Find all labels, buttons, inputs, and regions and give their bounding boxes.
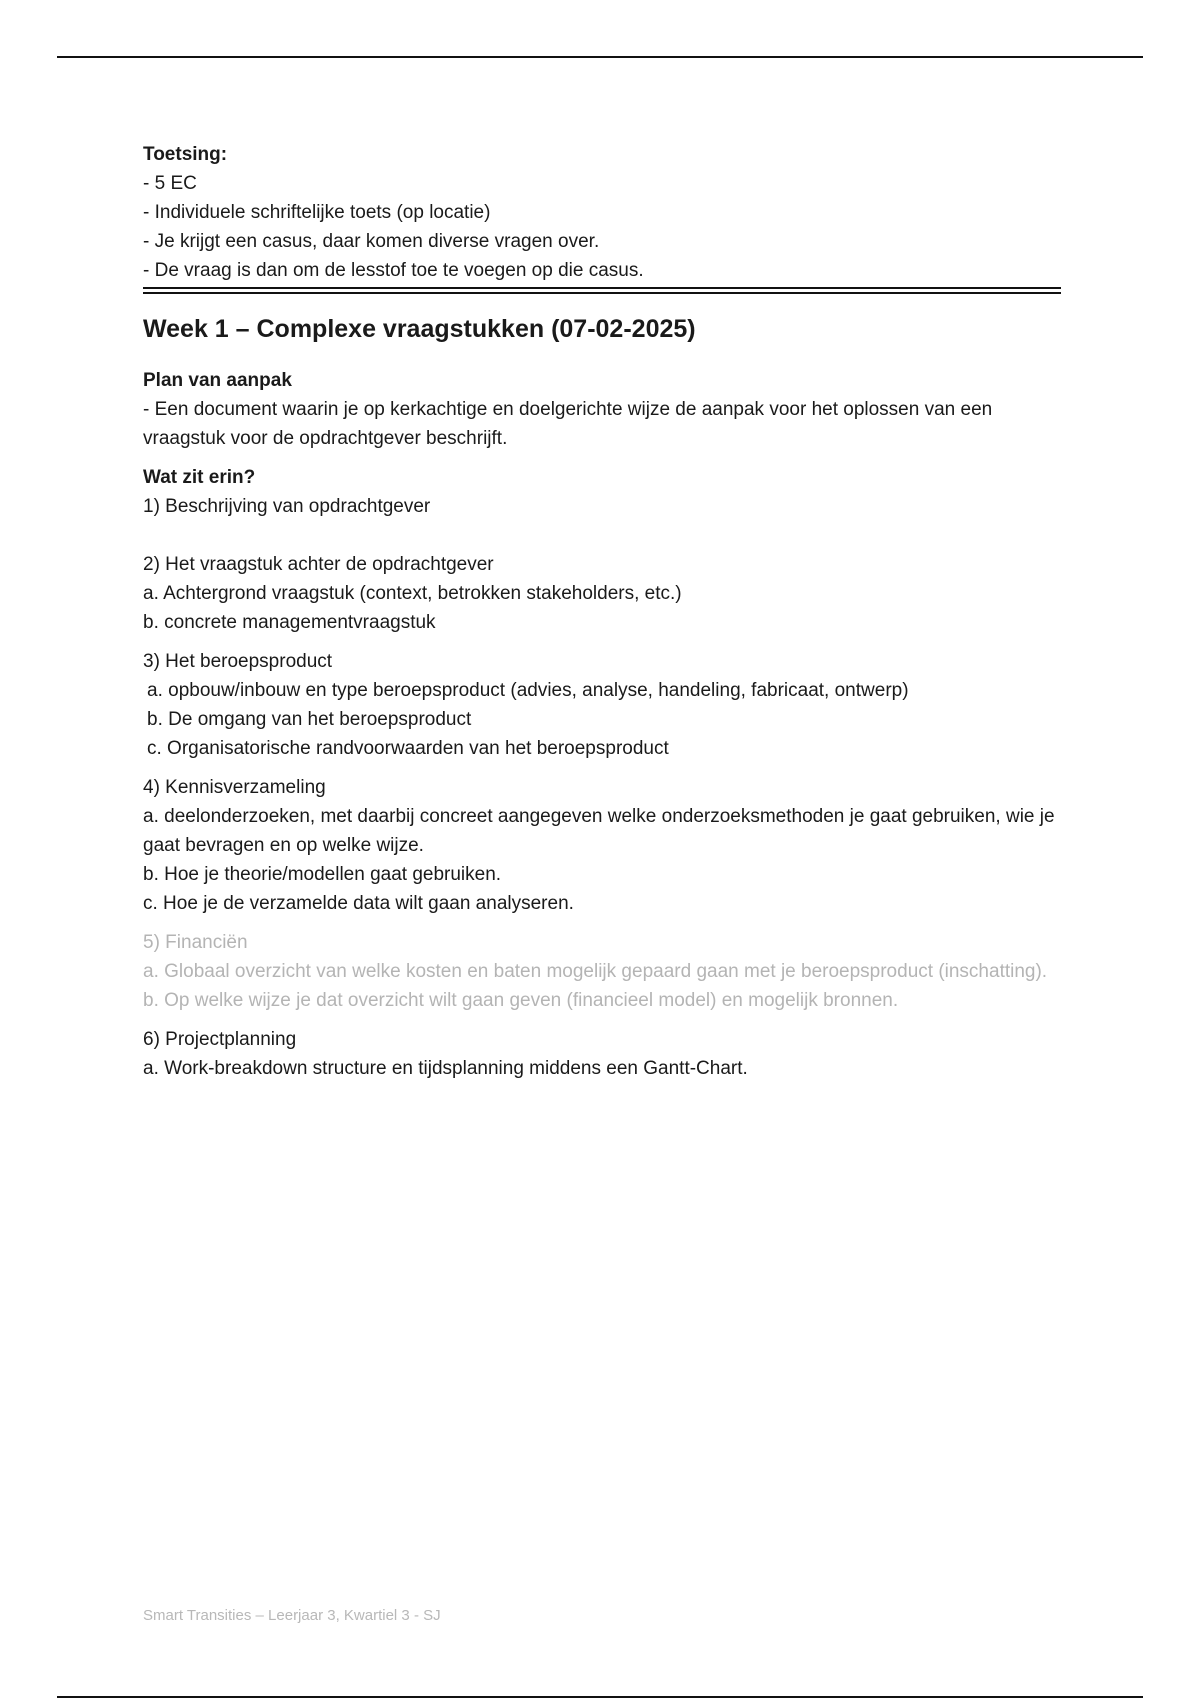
section-2 (143, 550, 1063, 637)
section-divider (143, 287, 1061, 294)
contents-section (143, 463, 1063, 1083)
list-item: b. concrete managementvraagstuk (143, 612, 436, 633)
list-item: a. Globaal overzicht van welke kosten en baten mogelijk gepaard gaan met je beroepsproduct (inschatting). (143, 961, 1048, 982)
section-6 (143, 1025, 1063, 1083)
week-title: Week 1 – Complexe vraagstukken (07-02-2025) (143, 315, 696, 343)
section-title: 6) Projectplanning (143, 1029, 297, 1050)
plan-description: - Een document waarin je op kerkachtige en doelgerichte wijze de aanpak voor het oplossen van een vraagstuk voor de opdrachtgever beschrijft. (143, 399, 993, 449)
list-item: a. opbouw/inbouw en type beroepsproduct (advies, analyse, handeling, fabricaat, ontwerp) (147, 680, 909, 701)
contents-heading: Wat zit erin? (143, 467, 256, 488)
list-item: a. Achtergrond vraagstuk (context, betrokken stakeholders, etc.) (143, 583, 682, 604)
footer-rule (57, 1696, 1143, 1698)
section-4 (143, 773, 1063, 918)
list-item: b. Op welke wijze je dat overzicht wilt gaan geven (financieel model) en mogelijk bronnen. (143, 990, 899, 1011)
section-5 (143, 928, 1063, 1015)
page-footer: Smart Transities – Leerjaar 3, Kwartiel 3 - SJ (143, 1607, 441, 1624)
section-title: 4) Kennisverzameling (143, 777, 326, 798)
section-title: 2) Het vraagstuk achter de opdrachtgever (143, 554, 494, 575)
toetsing-section (143, 140, 1063, 294)
section-3 (143, 647, 1063, 763)
document-body (143, 140, 1063, 1083)
section-title: 1) Beschrijving van opdrachtgever (143, 496, 431, 517)
list-item: b. Hoe je theorie/modellen gaat gebruiken. (143, 864, 502, 885)
list-item: b. De omgang van het beroepsproduct (147, 709, 472, 730)
list-item: c. Hoe je de verzamelde data wilt gaan analyseren. (143, 893, 574, 914)
toetsing-heading: Toetsing: (143, 144, 228, 165)
toetsing-item: - Individuele schriftelijke toets (op locatie) (143, 202, 491, 223)
list-item: a. Work-breakdown structure en tijdsplanning middens een Gantt-Chart. (143, 1058, 748, 1079)
list-item: c. Organisatorische randvoorwaarden van het beroepsproduct (147, 738, 669, 759)
toetsing-item: - Je krijgt een casus, daar komen diverse vragen over. (143, 231, 600, 252)
list-item: a. deelonderzoeken, met daarbij concreet aangegeven welke onderzoeksmethoden je gaat gebruiken, wie je gaat bevragen en op welke wijze. (143, 806, 1055, 856)
header-rule (57, 56, 1143, 58)
plan-section (143, 366, 1063, 453)
toetsing-item: - 5 EC (143, 173, 197, 194)
section-title: 5) Financiën (143, 932, 248, 953)
plan-heading: Plan van aanpak (143, 370, 292, 391)
toetsing-item: - De vraag is dan om de lesstof toe te voegen op die casus. (143, 260, 644, 281)
section-title: 3) Het beroepsproduct (143, 651, 333, 672)
